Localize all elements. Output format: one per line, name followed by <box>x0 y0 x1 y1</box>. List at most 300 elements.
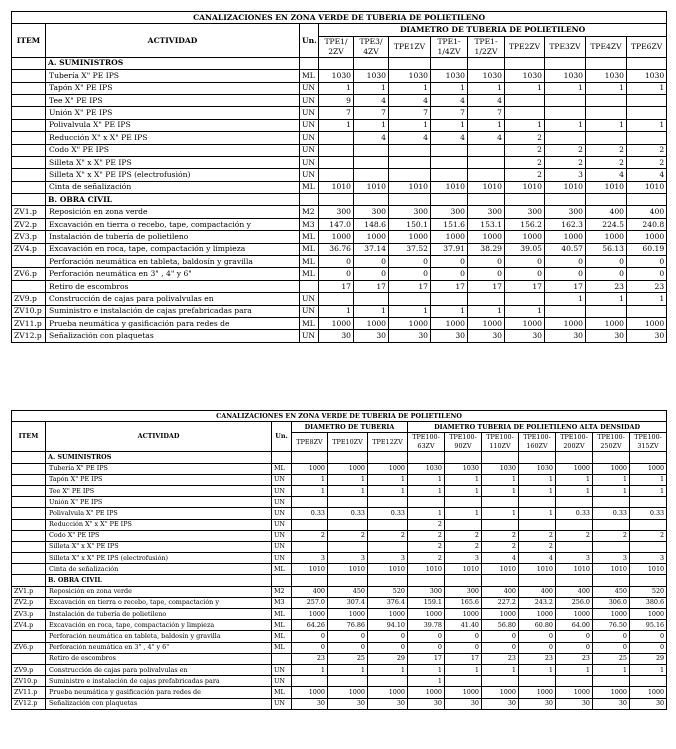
table-row <box>12 169 667 181</box>
value-cell <box>328 541 368 552</box>
diameter-label-sub: 90ZV <box>454 442 472 451</box>
value-cell: 520 <box>368 586 408 597</box>
value-cell: 3 <box>328 553 368 564</box>
table-row <box>12 317 667 329</box>
value-cell: 165.6 <box>445 597 482 608</box>
value-cell: 1030 <box>431 70 468 82</box>
activity-description: Suministro e instalación de cajas prefabricadas para <box>46 305 300 317</box>
value-cell <box>505 194 545 206</box>
value-cell <box>593 519 630 530</box>
table-row <box>12 119 667 131</box>
value-cell <box>328 575 368 586</box>
value-cell: 400 <box>556 586 593 597</box>
value-cell: 17 <box>389 280 431 292</box>
value-cell: 25 <box>593 653 630 664</box>
activity-description: Excavación en tierra o recebo, tape, compactación y <box>46 218 300 230</box>
value-cell: 0 <box>556 642 593 653</box>
activity-description: Tubería X" PE IPS <box>46 70 300 82</box>
unit-cell: M3 <box>272 597 292 608</box>
value-cell: 1 <box>408 664 445 675</box>
value-cell <box>593 676 630 687</box>
value-cell: 1000 <box>354 317 389 329</box>
activity-description: Silleta X" x X" PE IPS <box>46 156 300 168</box>
value-cell: 0 <box>630 631 667 642</box>
item-code <box>12 169 46 181</box>
header-diameter-group-b: DIAMETRO TUBERIA DE POLIETILENO ALTA DENSIDAD <box>408 422 667 433</box>
section-row <box>12 452 667 463</box>
value-cell <box>292 452 328 463</box>
value-cell: 1000 <box>630 687 667 698</box>
activity-description: Perforación neumática en 3" , 4" y 6" <box>46 268 300 280</box>
value-cell: 1 <box>292 664 328 675</box>
section-label: B. OBRA CIVIL <box>46 575 272 586</box>
value-cell: 2 <box>630 530 667 541</box>
value-cell <box>354 57 389 69</box>
header-item: ITEM <box>12 24 46 57</box>
value-cell: 0 <box>354 268 389 280</box>
value-cell: 1 <box>505 119 545 131</box>
diameter-label-sub: 315ZV <box>637 442 659 451</box>
value-cell: 2 <box>505 156 545 168</box>
value-cell: 3 <box>556 553 593 564</box>
item-cell <box>12 194 46 206</box>
table-row <box>12 206 667 218</box>
value-cell: 1 <box>354 119 389 131</box>
value-cell <box>545 305 586 317</box>
value-cell <box>556 541 593 552</box>
value-cell <box>505 107 545 119</box>
diameter-label: TPE4ZV <box>590 41 622 51</box>
value-cell <box>556 519 593 530</box>
value-cell: 1000 <box>468 231 505 243</box>
diameter-label-sub: 160ZV <box>526 442 548 451</box>
diameter-header <box>389 36 431 57</box>
value-cell: 300 <box>354 206 389 218</box>
unit-cell: M2 <box>300 206 319 218</box>
value-cell <box>445 676 482 687</box>
value-cell: 0 <box>328 642 368 653</box>
activity-description: Polivalvula X" PE IPS <box>46 508 272 519</box>
value-cell: 0 <box>505 256 545 268</box>
value-cell: 2 <box>482 541 519 552</box>
value-cell: 1 <box>408 485 445 496</box>
activity-description: Perforación neumática en tableta, baldosín y gravilla <box>46 631 272 642</box>
value-cell: 1 <box>630 485 667 496</box>
item-code <box>12 474 46 485</box>
diameter-header <box>482 433 519 452</box>
value-cell: 400 <box>586 206 627 218</box>
activity-description: Retiro de escombros <box>46 280 300 292</box>
value-cell: 64.00 <box>556 620 593 631</box>
value-cell <box>445 575 482 586</box>
unit-cell: UN <box>272 553 292 564</box>
value-cell: 2 <box>505 144 545 156</box>
value-cell <box>556 575 593 586</box>
value-cell: 7 <box>468 107 505 119</box>
item-code: ZV2.p <box>12 597 46 608</box>
table-row <box>12 181 667 193</box>
unit-cell: UN <box>272 519 292 530</box>
value-cell: 1 <box>468 82 505 94</box>
item-code: ZV10.p <box>12 676 46 687</box>
value-cell: 39.78 <box>408 620 445 631</box>
value-cell: 56.13 <box>586 243 627 255</box>
activity-description: Construcción de cajas para polivalvulas en <box>46 664 272 675</box>
value-cell: 1 <box>519 664 556 675</box>
value-cell <box>431 169 468 181</box>
diameter-header <box>586 36 627 57</box>
header-actividad: ACTIVIDAD <box>46 422 272 452</box>
diameter-header <box>519 433 556 452</box>
value-cell: 1000 <box>354 231 389 243</box>
value-cell: 9 <box>319 94 354 106</box>
unit-cell: ML <box>272 631 292 642</box>
activity-description: Señalización con plaquetas <box>46 698 272 709</box>
value-cell <box>519 575 556 586</box>
value-cell: 257.0 <box>292 597 328 608</box>
section-label: B. OBRA CIVIL <box>46 194 300 206</box>
diameter-label: TPE100- <box>597 433 625 442</box>
unit-cell: UN <box>272 530 292 541</box>
value-cell <box>328 676 368 687</box>
value-cell: 2 <box>445 530 482 541</box>
value-cell: 3 <box>630 553 667 564</box>
item-cell <box>12 452 46 463</box>
value-cell: 1000 <box>368 687 408 698</box>
diameter-label: TPE2ZV <box>508 41 541 51</box>
value-cell: 1 <box>519 474 556 485</box>
value-cell: 0 <box>354 256 389 268</box>
value-cell: 520 <box>630 586 667 597</box>
unit-cell: M3 <box>300 218 319 230</box>
value-cell: 76.50 <box>593 620 630 631</box>
item-code <box>12 485 46 496</box>
item-code <box>12 530 46 541</box>
unit-cell: UN <box>300 119 319 131</box>
value-cell: 224.5 <box>586 218 627 230</box>
value-cell: 1000 <box>482 687 519 698</box>
diameter-header <box>630 433 667 452</box>
value-cell: 4 <box>389 132 431 144</box>
value-cell: 37.14 <box>354 243 389 255</box>
value-cell: 2 <box>408 519 445 530</box>
value-cell: 1 <box>519 508 556 519</box>
value-cell <box>292 676 328 687</box>
value-cell: 1030 <box>445 463 482 474</box>
diameter-header <box>368 433 408 452</box>
value-cell <box>328 452 368 463</box>
value-cell: 76.86 <box>328 620 368 631</box>
value-cell <box>468 194 505 206</box>
value-cell <box>482 452 519 463</box>
value-cell: 450 <box>328 586 368 597</box>
value-cell <box>545 132 586 144</box>
activity-description: Tee X" PE IPS <box>46 94 300 106</box>
value-cell: 23 <box>627 280 667 292</box>
value-cell <box>586 194 627 206</box>
value-cell: 2 <box>408 553 445 564</box>
diameter-header <box>354 36 389 57</box>
value-cell: 1000 <box>368 463 408 474</box>
value-cell: 60.80 <box>519 620 556 631</box>
value-cell <box>389 57 431 69</box>
value-cell: 400 <box>482 586 519 597</box>
value-cell: 17 <box>319 280 354 292</box>
value-cell: 0 <box>431 268 468 280</box>
value-cell: 37.52 <box>389 243 431 255</box>
value-cell <box>328 519 368 530</box>
value-cell: 1000 <box>545 231 586 243</box>
value-cell: 7 <box>354 107 389 119</box>
activity-description: Unión X" PE IPS <box>46 497 272 508</box>
value-cell <box>519 497 556 508</box>
value-cell: 0 <box>505 268 545 280</box>
value-cell: 1 <box>627 119 667 131</box>
value-cell: 0 <box>328 631 368 642</box>
value-cell: 23 <box>292 653 328 664</box>
item-code <box>12 564 46 575</box>
item-code: ZV1.p <box>12 206 46 218</box>
value-cell: 300 <box>389 206 431 218</box>
value-cell: 0 <box>292 642 328 653</box>
value-cell: 1000 <box>630 463 667 474</box>
value-cell: 0 <box>368 642 408 653</box>
value-cell: 1000 <box>292 687 328 698</box>
diameter-label: TPE3ZV <box>549 41 581 51</box>
value-cell <box>627 107 667 119</box>
diameter-label: TPE1- <box>474 36 498 46</box>
value-cell: 39.05 <box>505 243 545 255</box>
value-cell <box>627 305 667 317</box>
value-cell: 1030 <box>354 70 389 82</box>
table-row <box>12 631 667 642</box>
diameter-header <box>593 433 630 452</box>
value-cell: 0 <box>319 268 354 280</box>
diameter-label-sub: 110ZV <box>489 442 511 451</box>
value-cell: 2 <box>545 144 586 156</box>
value-cell: 1000 <box>368 609 408 620</box>
activity-description: Señalización con plaquetas <box>46 330 300 342</box>
value-cell <box>319 293 354 305</box>
value-cell: 30 <box>354 330 389 342</box>
item-code <box>12 653 46 664</box>
table-row <box>12 463 667 474</box>
value-cell <box>586 107 627 119</box>
diameter-header <box>319 36 354 57</box>
item-code: ZV3.p <box>12 231 46 243</box>
value-cell <box>389 144 431 156</box>
value-cell: 1000 <box>431 231 468 243</box>
value-cell <box>389 194 431 206</box>
value-cell: 1 <box>368 485 408 496</box>
activity-description: Retiro de escombros <box>46 653 272 664</box>
value-cell <box>389 169 431 181</box>
value-cell: 2 <box>408 541 445 552</box>
value-cell: 1 <box>328 485 368 496</box>
table-row <box>12 586 667 597</box>
value-cell <box>319 194 354 206</box>
value-cell: 0.33 <box>556 508 593 519</box>
value-cell: 1000 <box>586 231 627 243</box>
table-row <box>12 94 667 106</box>
value-cell: 147.0 <box>319 218 354 230</box>
item-code: ZV3.p <box>12 609 46 620</box>
value-cell <box>408 497 445 508</box>
value-cell: 376.4 <box>368 597 408 608</box>
value-cell: 0 <box>627 268 667 280</box>
diameter-label-sub: 200ZV <box>563 442 585 451</box>
value-cell: 1 <box>545 119 586 131</box>
value-cell: 1 <box>328 474 368 485</box>
diameter-label: TPE100- <box>523 433 551 442</box>
value-cell: 2 <box>482 530 519 541</box>
value-cell <box>445 497 482 508</box>
value-cell: 300 <box>431 206 468 218</box>
value-cell: 0 <box>630 642 667 653</box>
table-row <box>12 132 667 144</box>
value-cell: 300 <box>545 206 586 218</box>
diameter-label: TPE100- <box>449 433 477 442</box>
item-cell <box>12 575 46 586</box>
value-cell <box>593 497 630 508</box>
diameter-label-sub: 250ZV <box>600 442 622 451</box>
item-code: ZV10.p <box>12 305 46 317</box>
value-cell: 2 <box>627 144 667 156</box>
value-cell <box>319 156 354 168</box>
value-cell: 1 <box>627 293 667 305</box>
section-label: A. SUMINISTROS <box>46 57 300 69</box>
item-code: ZV9.p <box>12 664 46 675</box>
value-cell: 30 <box>431 330 468 342</box>
value-cell: 0 <box>519 631 556 642</box>
value-cell: 0.33 <box>292 508 328 519</box>
value-cell <box>354 169 389 181</box>
value-cell: 1 <box>556 474 593 485</box>
value-cell: 1 <box>408 508 445 519</box>
table-row <box>12 293 667 305</box>
activity-description: Tee X" PE IPS <box>46 485 272 496</box>
item-code: ZV11.p <box>12 687 46 698</box>
value-cell <box>408 452 445 463</box>
table-row <box>12 144 667 156</box>
value-cell: 2 <box>408 530 445 541</box>
value-cell <box>468 156 505 168</box>
value-cell: 0.33 <box>368 508 408 519</box>
item-code: ZV6.p <box>12 642 46 653</box>
unit-cell: UN <box>272 676 292 687</box>
value-cell: 1 <box>505 305 545 317</box>
value-cell: 1 <box>389 82 431 94</box>
table-row <box>12 664 667 675</box>
header-unit: Un. <box>300 24 319 57</box>
table-row <box>12 609 667 620</box>
value-cell: 1010 <box>519 564 556 575</box>
value-cell <box>630 497 667 508</box>
value-cell: 1010 <box>593 564 630 575</box>
activity-description: Instalación de tubería de polietileno <box>46 231 300 243</box>
value-cell: 1000 <box>556 463 593 474</box>
item-code <box>12 541 46 552</box>
unit-cell: ML <box>300 70 319 82</box>
activity-description: Instalación de tubería de polietileno <box>46 609 272 620</box>
value-cell: 1 <box>368 474 408 485</box>
unit-cell: UN <box>300 305 319 317</box>
value-cell <box>630 575 667 586</box>
item-code <box>12 256 46 268</box>
value-cell: 1 <box>593 474 630 485</box>
value-cell: 1010 <box>389 181 431 193</box>
value-cell: 0 <box>519 642 556 653</box>
value-cell <box>627 194 667 206</box>
value-cell: 1000 <box>593 687 630 698</box>
item-code: ZV6.p <box>12 268 46 280</box>
value-cell: 1010 <box>292 564 328 575</box>
value-cell: 1000 <box>505 317 545 329</box>
value-cell: 17 <box>445 653 482 664</box>
value-cell: 1 <box>445 664 482 675</box>
activity-description: Silleta X" x X" PE IPS <box>46 541 272 552</box>
unit-cell <box>300 57 319 69</box>
diameter-label: TPE100- <box>560 433 588 442</box>
table-row <box>12 156 667 168</box>
unit-cell: UN <box>272 485 292 496</box>
value-cell: 4 <box>468 94 505 106</box>
unit-cell: UN <box>300 156 319 168</box>
value-cell <box>593 541 630 552</box>
value-cell <box>468 169 505 181</box>
value-cell: 1000 <box>319 231 354 243</box>
value-cell: 56.80 <box>482 620 519 631</box>
diameter-header <box>408 433 445 452</box>
value-cell: 30 <box>468 330 505 342</box>
value-cell: 1030 <box>482 463 519 474</box>
unit-cell <box>300 280 319 292</box>
diameter-label-sub: 4ZV <box>363 46 379 56</box>
value-cell: 1 <box>519 485 556 496</box>
value-cell <box>354 144 389 156</box>
value-cell <box>328 497 368 508</box>
value-cell: 1 <box>431 82 468 94</box>
value-cell: 2 <box>519 541 556 552</box>
section-label: A. SUMINISTROS <box>46 452 272 463</box>
value-cell <box>556 452 593 463</box>
value-cell: 7 <box>319 107 354 119</box>
activity-description: Excavación en roca, tape, compactación y limpieza <box>46 243 300 255</box>
item-code <box>12 181 46 193</box>
table-row <box>12 698 667 709</box>
value-cell: 1030 <box>319 70 354 82</box>
value-cell: 156.2 <box>505 218 545 230</box>
value-cell: 29 <box>630 653 667 664</box>
value-cell: 1010 <box>408 564 445 575</box>
value-cell: 4 <box>627 169 667 181</box>
value-cell: 1000 <box>408 609 445 620</box>
value-cell <box>389 156 431 168</box>
value-cell <box>292 519 328 530</box>
value-cell: 30 <box>292 698 328 709</box>
table-row <box>12 485 667 496</box>
quantities-table-polietileno <box>11 11 667 343</box>
diameter-label: TPE1/ <box>324 36 348 46</box>
value-cell: 1 <box>431 119 468 131</box>
value-cell: 17 <box>545 280 586 292</box>
value-cell: 38.29 <box>468 243 505 255</box>
value-cell <box>545 57 586 69</box>
diameter-label: TPE1- <box>437 36 461 46</box>
table-row <box>12 256 667 268</box>
header-unit: Un. <box>272 422 292 452</box>
unit-cell: ML <box>272 609 292 620</box>
